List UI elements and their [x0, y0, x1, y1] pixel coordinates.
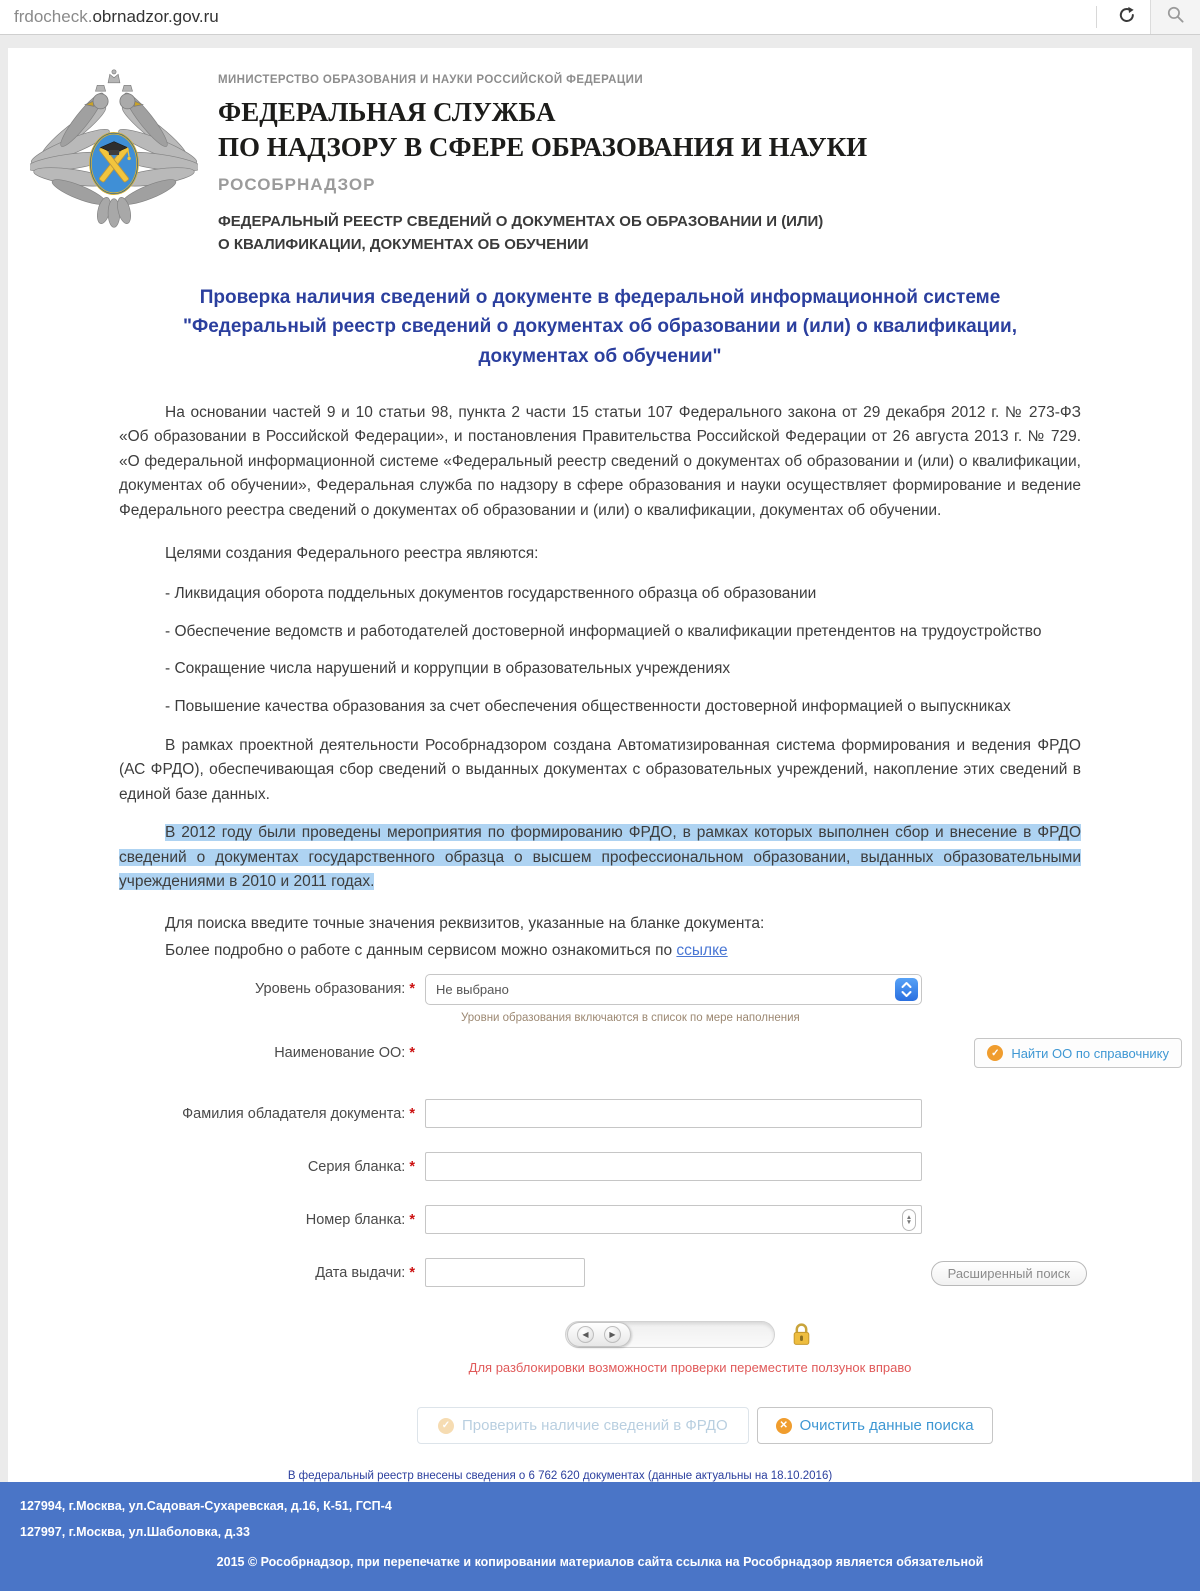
required-asterisk: *	[409, 1212, 415, 1229]
search-form	[8, 974, 1192, 1482]
education-level-selected-value: Не выбрано	[436, 982, 509, 998]
series-label: Серия бланка: *	[307, 1159, 415, 1176]
lock-icon	[791, 1322, 812, 1347]
more-info-line	[119, 942, 1081, 960]
row-issue-date	[8, 1258, 1192, 1287]
education-level-hint: Уровни образования включаются в список по мере наполнения	[461, 1012, 800, 1025]
surname-input[interactable]	[425, 1099, 922, 1128]
more-info-text: Более подробно о работе с данным сервисом можно ознакомиться по	[165, 942, 677, 960]
advanced-search-button[interactable]	[931, 1261, 1087, 1286]
search-icon	[1166, 5, 1185, 29]
ministry-line: МИНИСТЕРСТВО ОБРАЗОВАНИЯ И НАУКИ РОССИЙСКОЙ ФЕДЕРАЦИИ	[218, 74, 644, 86]
clear-search-button-label: Очистить данные поиска	[799, 1417, 974, 1435]
page-title: Проверка наличия сведений о документе в федеральной информационной системе "Федеральный реестр сведений о документах об образовании и (или) о квалификации, документах об обучении"	[183, 286, 1017, 367]
actions-row	[417, 1407, 1192, 1444]
highlighted-selection: В 2012 году были проведены мероприятия по формированию ФРДО, в рамках которых выполнен сбор и внесение в ФРДО сведений о документах государственного образца о высшем профессиональном образовании, выданных образовательными учреждениями в 2010 и 2011 годах.	[119, 824, 1081, 891]
row-number	[8, 1205, 1192, 1234]
find-org-button-label: Найти ОО по справочнику	[1011, 1045, 1169, 1061]
required-asterisk: *	[409, 981, 415, 998]
reload-button[interactable]	[1110, 4, 1144, 31]
url-domain: obrnadzor.gov.ru	[92, 7, 219, 26]
paragraph-as-frdo: В рамках проектной деятельности Рособрнадзором создана Автоматизированная система формирования и ведения ФРДО (АС ФРДО), обеспечивающая сбор сведений о выданных документах с образовательных учреждений, накопление этих сведений в единой базе данных.	[119, 736, 1081, 803]
issue-date-input[interactable]	[425, 1258, 585, 1287]
url-subdomain: frdocheck.	[14, 7, 93, 26]
unlock-slider-zone	[8, 1321, 1192, 1375]
required-asterisk: *	[409, 1106, 415, 1123]
required-asterisk: *	[409, 1265, 415, 1282]
registry-name-line2: О КВАЛИФИКАЦИИ, ДОКУМЕНТАХ ОБ ОБУЧЕНИИ	[218, 236, 589, 254]
issue-date-label: Дата выдачи: *	[315, 1265, 415, 1282]
goal-item-1: - Ликвидация оборота поддельных документов государственного образца об образовании	[165, 585, 817, 603]
paragraph-legal-basis: На основании частей 9 и 10 статьи 98, пункта 2 части 15 статьи 107 Федерального закона от 29 декабря 2012 г. № 273-ФЗ «Об образовании в Российской Федерации», и постановления Правительства Российской Федерации от 26 августа 2013 г. № 729. «О федеральной информационной системе «Федеральный реестр сведений о документах об образовании и (или) о квалификации, документах об обучении», Федеральная служба по надзору в сфере образования и науки осуществляет формирование и ведение Федерального реестра сведений о документах об образовании и (или) о квалификации, документах об обучении.	[119, 404, 1081, 519]
page-background	[0, 35, 1200, 1482]
clear-search-button[interactable]	[757, 1407, 993, 1444]
check-frdo-button-label: Проверить наличие сведений в ФРДО	[462, 1417, 728, 1435]
education-level-label: Уровень образования: *	[254, 981, 415, 998]
unlock-slider-handle[interactable]	[567, 1322, 631, 1347]
intro-text-column	[119, 401, 1081, 960]
details-link[interactable]: ссылке	[676, 942, 728, 960]
registry-count-info: В федеральный реестр внесены сведения о 6 762 620 документах (данные актуальны на 18.10.2016)	[287, 1470, 833, 1483]
series-input[interactable]	[425, 1152, 922, 1181]
clear-x-icon: ✕	[776, 1418, 792, 1434]
footer-address-1: 127994, г.Москва, ул.Садовая-Сухаревская, д.16, К-51, ГСП-4	[20, 1499, 392, 1514]
unlock-slider-track[interactable]	[565, 1321, 775, 1348]
short-name: РОСОБРНАДЗОР	[218, 175, 376, 195]
header-text-block	[218, 66, 867, 257]
check-circle-icon-disabled: ✓	[438, 1418, 454, 1434]
required-asterisk: *	[409, 1045, 415, 1062]
education-level-select[interactable]	[425, 974, 922, 1005]
slider-left-arrow-icon: ◀	[577, 1326, 594, 1343]
row-surname	[8, 1099, 1192, 1128]
number-spinner-icon[interactable]: ▲ ▼	[902, 1209, 916, 1231]
content-card	[8, 48, 1192, 1482]
check-frdo-button[interactable]	[417, 1407, 749, 1444]
site-header	[8, 56, 1192, 257]
service-name	[218, 95, 867, 165]
url-field[interactable]	[0, 7, 219, 27]
registry-name	[218, 210, 867, 257]
registry-name-line1: ФЕДЕРАЛЬНЫЙ РЕЕСТР СВЕДЕНИЙ О ДОКУМЕНТАХ ОБ ОБРАЗОВАНИИ И (ИЛИ)	[218, 213, 824, 231]
slider-hint-text: Для разблокировки возможности проверки переместите ползунок вправо	[468, 1360, 912, 1376]
search-button[interactable]	[1150, 0, 1200, 34]
org-name-label: Наименование ОО: *	[274, 1045, 415, 1062]
advanced-search-label: Расширенный поиск	[947, 1266, 1070, 1282]
number-input[interactable]	[425, 1205, 922, 1234]
site-footer	[0, 1482, 1200, 1591]
search-intro: Для поиска введите точные значения реквизитов, указанные на бланке документа:	[165, 914, 765, 932]
find-org-button[interactable]	[974, 1038, 1182, 1068]
goal-item-4: - Повышение качества образования за счет обеспечения общественности достоверной информацией о выпускниках	[165, 698, 1011, 716]
required-asterisk: *	[409, 1159, 415, 1176]
row-series	[8, 1152, 1192, 1181]
rosobrnadzor-emblem-logo	[30, 66, 198, 257]
row-education-level	[8, 974, 1192, 1024]
toolbar-divider	[1096, 6, 1097, 28]
footer-address-2: 127997, г.Москва, ул.Шаболовка, д.33	[20, 1525, 250, 1540]
row-org-name	[8, 1038, 1192, 1069]
check-circle-icon: ✓	[987, 1045, 1003, 1061]
surname-label: Фамилия обладателя документа: *	[182, 1106, 415, 1123]
select-stepper-icon	[895, 978, 918, 1001]
service-name-line1: ФЕДЕРАЛЬНАЯ СЛУЖБА	[218, 97, 556, 127]
slider-right-arrow-icon: ▶	[604, 1326, 621, 1343]
number-label: Номер бланка: *	[305, 1212, 415, 1229]
goals-intro: Целями создания Федерального реестра являются:	[165, 545, 539, 563]
paragraph-2012	[119, 821, 1081, 894]
goal-item-3: - Сокращение числа нарушений и коррупции в образовательных учреждениях	[165, 660, 731, 678]
reload-icon	[1117, 5, 1137, 30]
goal-item-2: - Обеспечение ведомств и работодателей достоверной информацией о квалификации претендентов на трудоустройство	[165, 622, 1042, 640]
footer-copyright: 2015 © Рособрнадзор, при перепечатке и копировании материалов сайта ссылка на Рособрнадзор является обязательной	[216, 1555, 984, 1570]
service-name-line2: ПО НАДЗОРУ В СФЕРЕ ОБРАЗОВАНИЯ И НАУКИ	[218, 132, 868, 163]
browser-address-bar[interactable]	[0, 0, 1200, 35]
